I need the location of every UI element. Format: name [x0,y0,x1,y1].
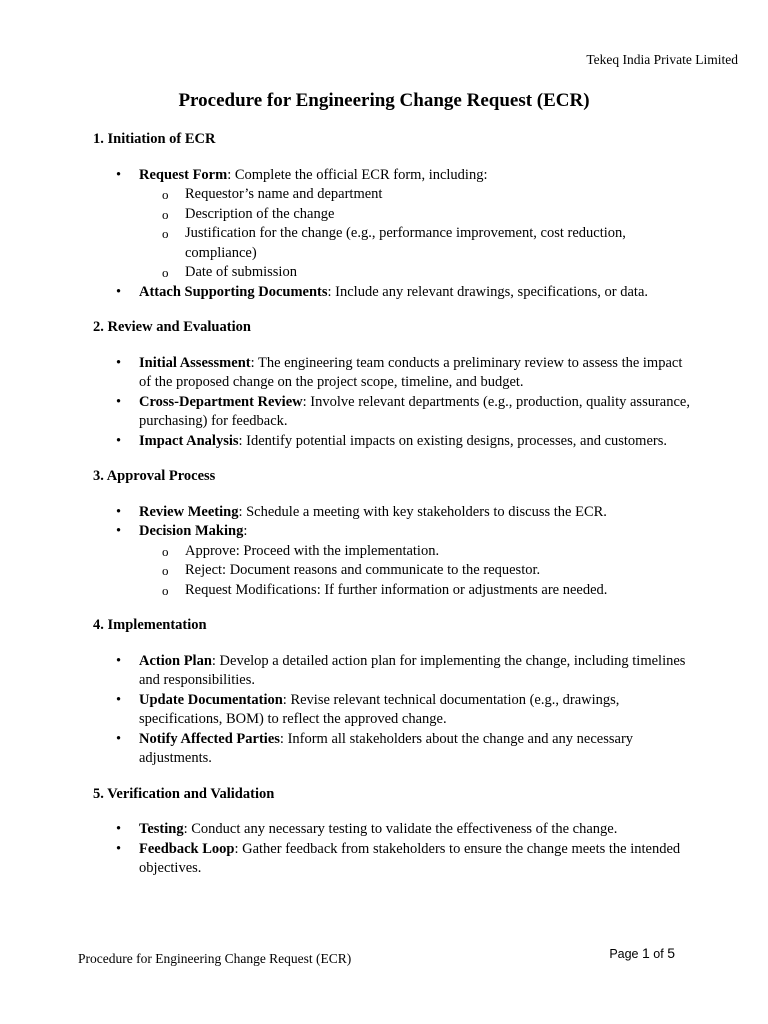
bullet-item [139,503,693,523]
footer-document-name: Procedure for Engineering Change Request (ECR) [78,951,352,966]
bullet-text: : Gather feedback from stakeholders to ensure the change meets the intended objectives. [139,840,681,876]
document-body [93,130,693,895]
sub-item: o Justification for the change (e.g., performance improvement, cost reduction, compliance) [185,224,693,263]
bullet-term: Feedback Loop [139,840,235,857]
section-heading: 5. Verification and Validation [93,785,275,802]
bullet-text: : Involve relevant departments (e.g., production, quality assurance, purchasing) for feedback. [139,393,690,429]
bullet-term: Testing [139,821,184,837]
bullet-term: Attach Supporting Documents [139,283,328,300]
bullet-list [93,503,693,601]
bullet-item [139,820,693,840]
page-total: 5 [667,945,675,961]
bullet-text: : Revise relevant technical documentation (e.g., drawings, specifications, BOM) to reflect the approved change. [139,691,620,727]
bullet-text: : Develop a detailed action plan for implementing the change, including timelines and responsibilities. [139,652,686,688]
bullet-item [139,393,693,432]
bullet-term: Initial Assessment [139,354,251,371]
section-5 [93,785,693,879]
bullet-term: Decision Making [139,523,244,539]
section-heading: 4. Implementation [93,617,207,633]
section-4 [93,616,693,769]
bullet-text: : [243,523,248,539]
sub-item: o Request Modifications: If further information or adjustments are needed. [185,581,693,601]
bullet-list [93,820,693,879]
bullet-text: : Identify potential impacts on existing designs, processes, and customers. [238,432,667,449]
sub-item: o Approve: Proceed with the implementation. [185,542,693,562]
company-header: Tekeq India Private Limited [586,52,738,67]
page-of-label: of [653,947,664,961]
section-heading: 2. Review and Evaluation [93,319,251,335]
bullet-list [93,166,693,303]
bullet-item [139,432,693,452]
bullet-list [93,354,693,452]
bullet-term: Update Documentation [139,691,283,708]
section-heading: 3. Approval Process [93,468,216,484]
bullet-term: Impact Analysis [139,432,239,449]
sub-list [139,542,693,601]
bullet-term: Cross-Department Review [139,393,303,410]
bullet-text: : Inform all stakeholders about the change and any necessary adjustments. [139,730,634,766]
sub-item: o Date of submission [185,263,693,283]
bullet-term: Request Form [139,166,228,183]
page-label: Page [609,947,639,961]
bullet-text: : Complete the official ECR form, including: [227,166,488,183]
bullet-term: Review Meeting [139,503,239,520]
bullet-item [139,166,693,283]
document-title: Procedure for Engineering Change Request (ECR) [178,90,590,111]
bullet-text: : Schedule a meeting with key stakeholders to discuss the ECR. [238,503,607,520]
bullet-term: Notify Affected Parties [139,730,280,747]
bullet-item [139,354,693,393]
bullet-list [93,652,693,769]
section-2 [93,318,693,451]
bullet-item [139,840,693,879]
bullet-item [139,691,693,730]
bullet-item [139,522,693,600]
bullet-item [139,283,693,303]
bullet-text: : The engineering team conducts a preliminary review to assess the impact of the proposed change on the project scope, timeline, and budget. [139,354,683,390]
bullet-item [139,652,693,691]
section-heading: 1. Initiation of ECR [93,131,216,147]
page-number [609,945,675,963]
page-current: 1 [642,945,650,961]
bullet-term: Action Plan [139,652,212,669]
bullet-text: : Conduct any necessary testing to validate the effectiveness of the change. [183,821,618,837]
sub-item: o Requestor’s name and department [185,185,693,205]
bullet-text: : Include any relevant drawings, specifications, or data. [327,283,649,300]
section-3 [93,467,693,600]
section-1 [93,130,693,302]
sub-item: o Description of the change [185,205,693,225]
sub-list [139,185,693,283]
sub-item: o Reject: Document reasons and communicate to the requestor. [185,561,693,581]
bullet-item [139,730,693,769]
